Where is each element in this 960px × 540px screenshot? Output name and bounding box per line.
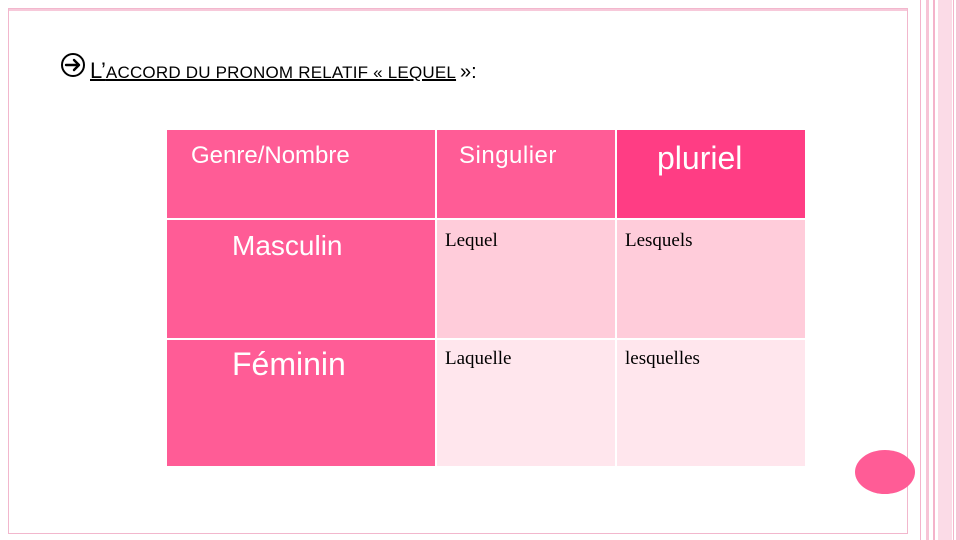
table-cell [436, 219, 616, 339]
agreement-table [165, 128, 807, 468]
title-prefix: L’ [90, 58, 106, 83]
header-singulier-label: Singulier [459, 142, 557, 169]
cell-feminin-pluriel: lesquelles [625, 348, 700, 369]
row-label-feminin: Féminin [232, 346, 346, 382]
title-text [90, 58, 456, 84]
table-cell [616, 339, 806, 467]
right-arrow-bullet-icon [60, 52, 90, 84]
decor-stripe [933, 0, 935, 540]
decor-stripe [926, 0, 929, 540]
slide-title [60, 52, 477, 82]
header-singulier [436, 129, 616, 219]
cell-feminin-singulier: Laquelle [445, 348, 512, 369]
row-label-masculin: Masculin [232, 230, 343, 261]
row-label-cell [166, 339, 436, 467]
table-header-row [166, 129, 806, 219]
table-cell [616, 219, 806, 339]
decor-circle [855, 450, 915, 494]
decor-stripe [920, 0, 921, 540]
header-genre-nombre-label: Genre/Nombre [191, 142, 350, 169]
cell-masculin-singulier: Lequel [445, 230, 498, 251]
decor-stripe [953, 0, 954, 540]
table-row [166, 339, 806, 467]
title-suffix: »: [460, 61, 477, 83]
decor-stripe [956, 0, 960, 540]
row-label-cell [166, 219, 436, 339]
table-row [166, 219, 806, 339]
table-cell [436, 339, 616, 467]
title-main-text: ACCORD DU PRONOM RELATIF « LEQUEL [105, 63, 457, 82]
header-pluriel-label: pluriel [657, 140, 743, 176]
header-genre-nombre [166, 129, 436, 219]
decor-stripe [938, 0, 952, 540]
cell-masculin-pluriel: Lesquels [625, 230, 693, 251]
header-pluriel [616, 129, 806, 219]
